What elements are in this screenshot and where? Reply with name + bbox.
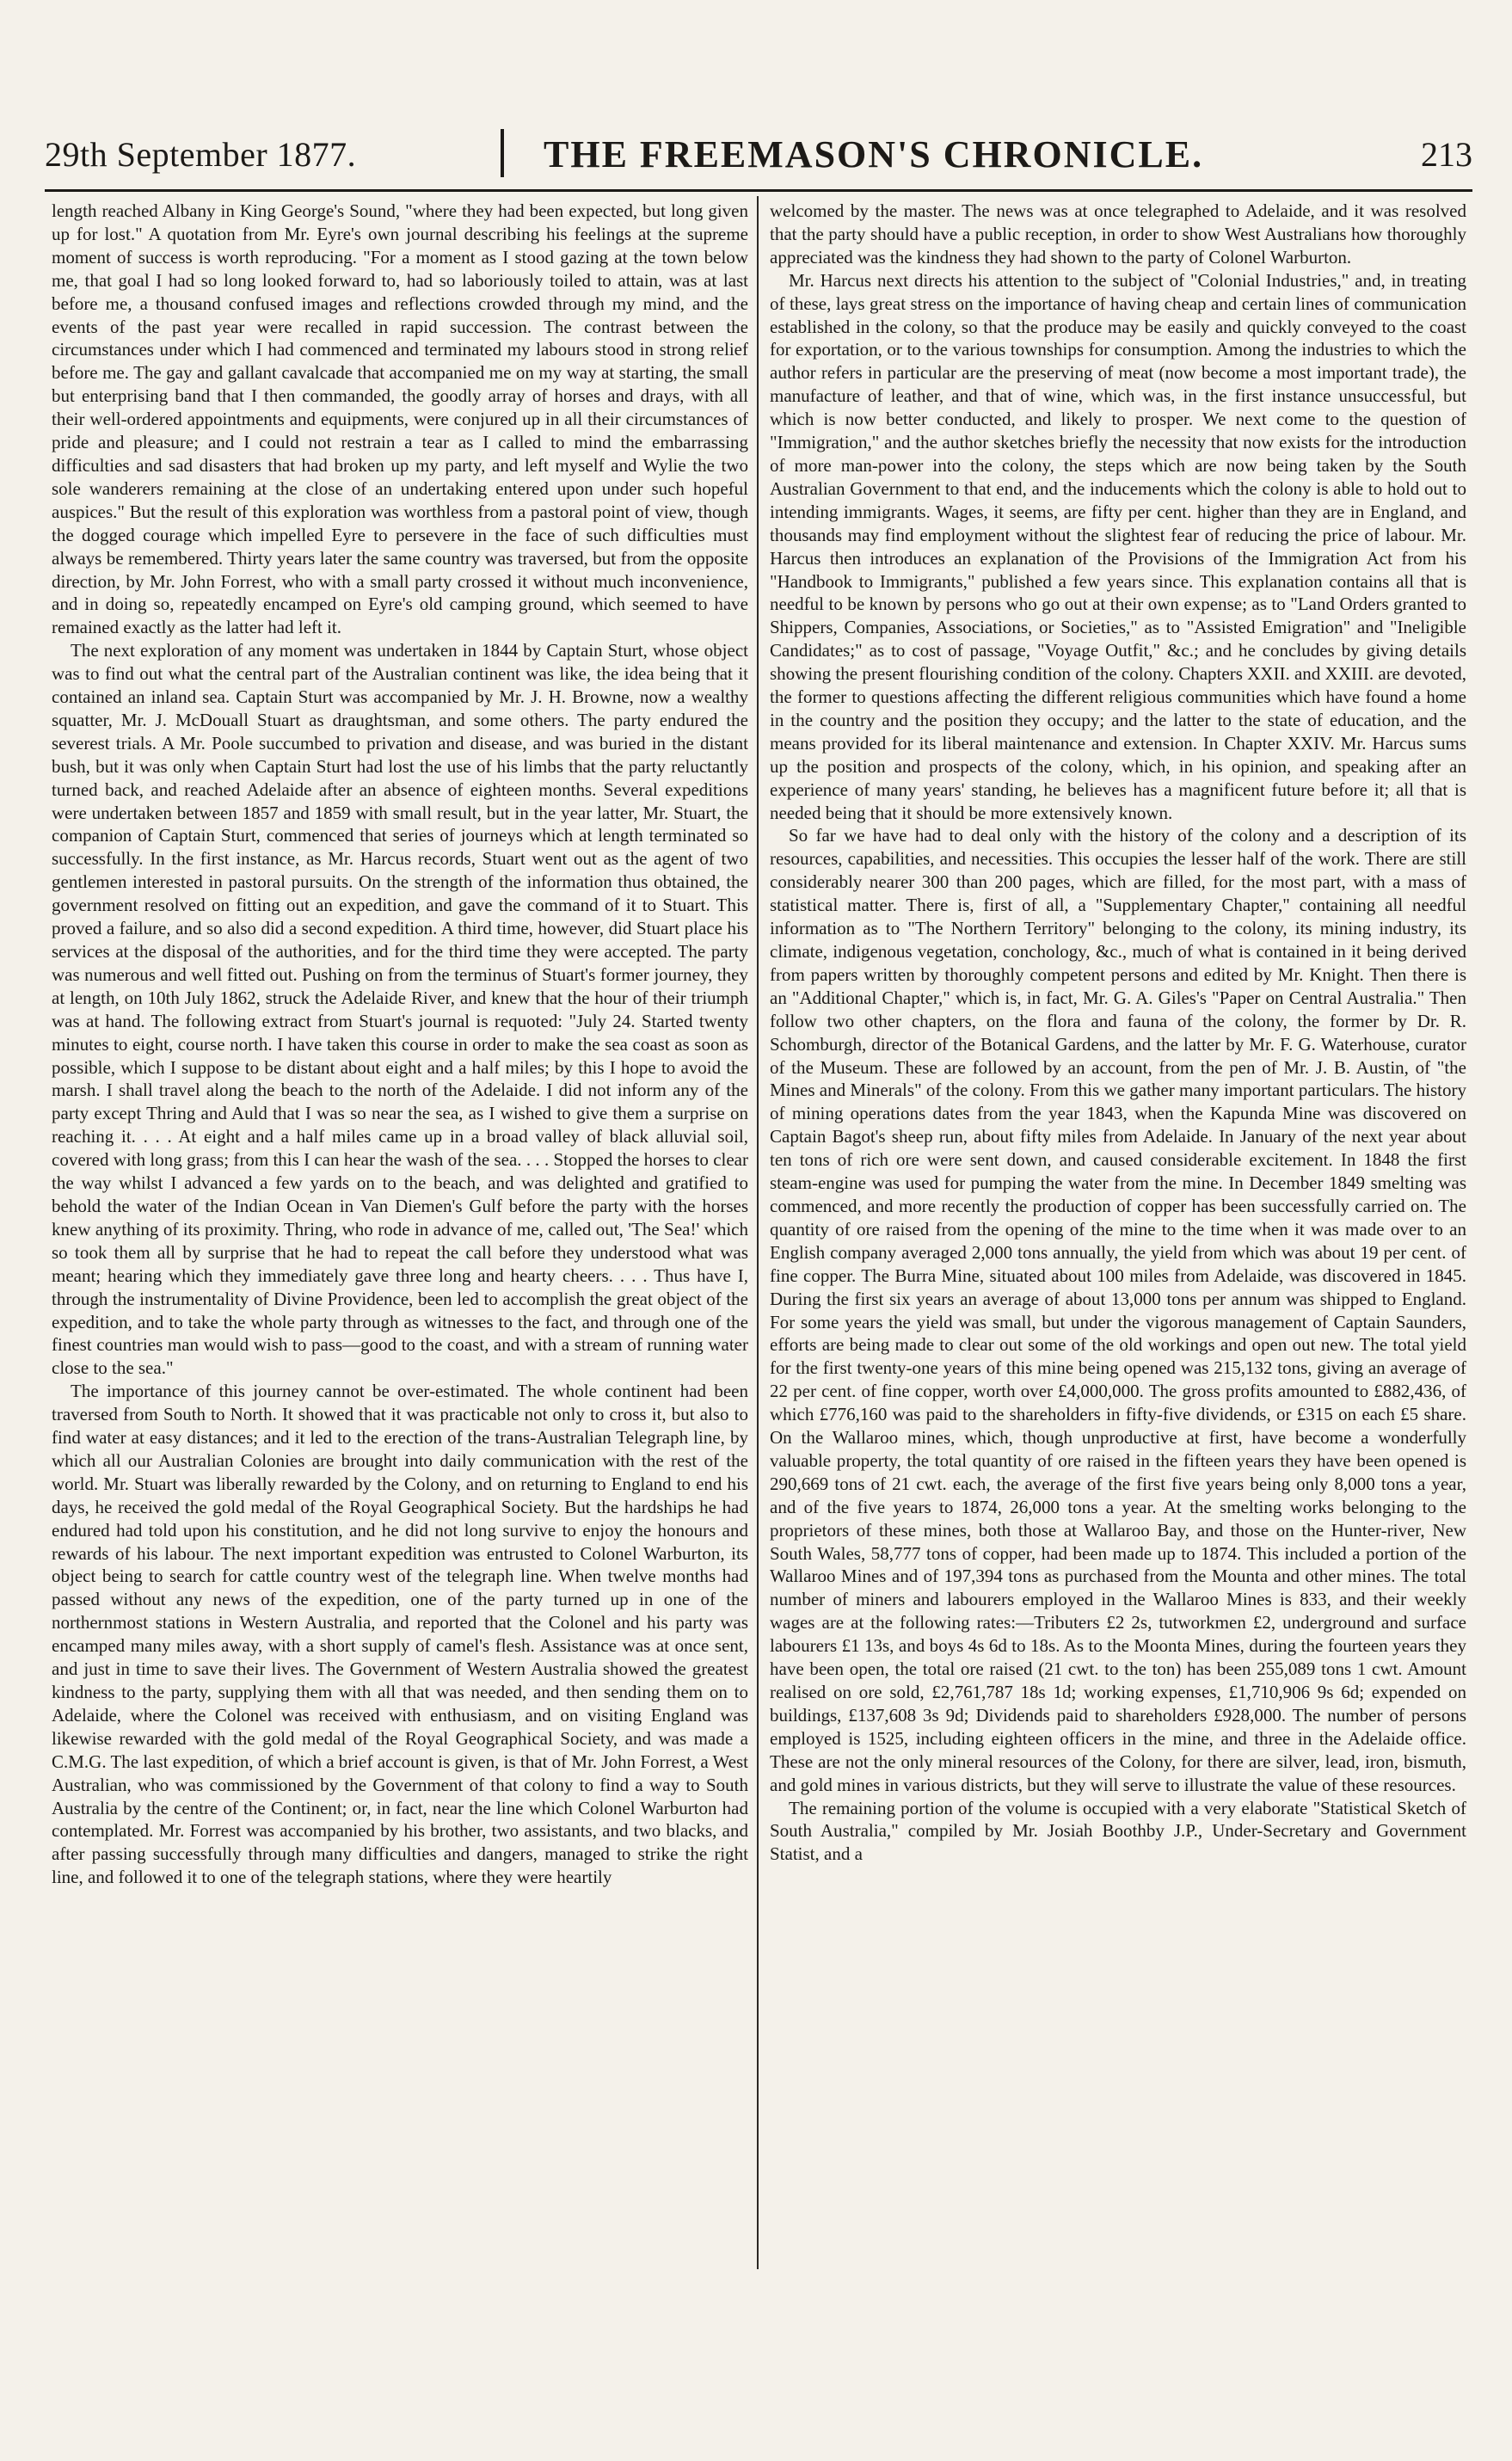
article-paragraph: length reached Albany in King George's Sound, "where they had been expected, but long given up for lost." A quotation from Mr. Eyre's own journal describing his feelings at the supreme moment of success is worth reproducing. "For a moment as I stood gazing at the town below me, that goal I had so long looked forward to, had so laboriously toiled to attain, was at last before me, a thousand confused images and reflections crowded through my mind, and the events of the past year were recalled in rapid succession. The contrast between the circumstances under which I had commenced and terminated my labours stood in strong relief before me. The gay and gallant cavalcade that accompanied me on my way at starting, the small but enterprising band that I then commanded, the goodly array of horses and drays, with all their well-ordered appointments and equipments, were conjured up in all their circumstances of pride and pleasure; and I could not restrain a tear as I called to mind the embarrassing difficulties and sad disasters that had broken up my party, and left myself and Wylie the two sole wanderers remaining at the close of an undertaking entered upon under such hopeful auspices." But the result of this exploration was worthless from a pastoral point of view, though the dogged courage which impelled Eyre to persevere in the face of such difficulties must always be remembered. Thirty years later the same country was traversed, but from the opposite direction, by Mr. John Forrest, who with a small party crossed it without much inconvenience, and in doing so, repeatedly encamped on Eyre's old camping ground, which seemed to have remained exactly as the latter had left it.	[52, 200, 748, 638]
issue-date: 29th September 1877.	[45, 135, 357, 174]
article-paragraph: welcomed by the master. The news was at once telegraphed to Adelaide, and it was resolved that the party should have a public reception, in order to show West Australians how thoroughly appreciated was the kindness they had shown to the party of Colonel Warburton.	[770, 200, 1466, 268]
column-divider	[757, 196, 759, 2269]
article-paragraph: The remaining portion of the volume is occupied with a very elaborate "Statistical Sketch of South Australia," compiled by Mr. Josiah Boothby J.P., Under-Secretary and Government Statist, and a	[770, 1797, 1466, 1865]
left-column	[52, 200, 748, 2264]
masthead	[45, 129, 1472, 189]
article-paragraph: The next exploration of any moment was undertaken in 1844 by Captain Sturt, whose object was to find out what the central part of the Australian continent was like, the idea being that it contained an inland sea. Captain Sturt was accompanied by Mr. J. H. Browne, now a wealthy squatter, Mr. J. McDouall Stuart as draughtsman, and some others. The party endured the severest trials. A Mr. Poole succumbed to privation and disease, and was buried in the distant bush, but it was only when Captain Sturt had lost the use of his limbs that the party reluctantly turned back, and reached Adelaide after an absence of eighteen months. Several expeditions were undertaken between 1857 and 1859 with small result, but in the year latter, Mr. Stuart, the companion of Captain Sturt, commenced that series of journeys which at length terminated so successfully. In the first instance, as Mr. Harcus records, Stuart went out as the agent of two gentlemen interested in pastoral pursuits. On the strength of the information thus obtained, the government resolved on fitting out an expedition, and gave the command of it to Stuart. This proved a failure, and so also did a second expedition. A third time, however, did Stuart place his services at the disposal of the authorities, and for the third time they were accepted. The party was numerous and well fitted out. Pushing on from the terminus of Stuart's former journey, they at length, on 10th July 1862, struck the Adelaide River, and knew that the hour of their triumph was at hand. The following extract from Stuart's journal is requoted: "July 24. Started twenty minutes to eight, course north. I have taken this course in order to make the sea coast as soon as possible, which I suppose to be distant about eight and a half miles; by this I hope to avoid the marsh. I shall travel along the beach to the north of the Adelaide. I did not inform any of the party except Thring and Auld that I was so near the sea, as I wished to give them a surprise on reaching it. . . . At eight and a half miles came up in a broad valley of black alluvial soil, covered with long grass; from this I can hear the wash of the sea. . . . Stopped the horses to clear the way whilst I advanced a few yards on to the beach, and was delighted and gratified to behold the water of the Indian Ocean in Van Diemen's Gulf before the party with the horses knew anything of its proximity. Thring, who rode in advance of me, called out, 'The Sea!' which so took them all by surprise that he had to repeat the call before they understood what was meant; hearing which they immediately gave three long and hearty cheers. . . . Thus have I, through the instrumentality of Divine Providence, been led to accomplish the great object of the expedition, and to take the whole party through as witnesses to the fact, and through one of the finest countries man would wish to pass—good to the coast, and with a stream of running water close to the sea."	[52, 640, 748, 1379]
masthead-bracket	[501, 129, 504, 177]
page-number: 213	[1421, 135, 1472, 174]
article-paragraph: Mr. Harcus next directs his attention to the subject of "Colonial Industries," and, in treating of these, lays great stress on the importance of having cheap and certain lines of communication established in the colony, so that the produce may be easily and quickly conveyed to the coast for exportation, or to the various townships for consumption. Among the industries to which the author refers in particular are the preserving of meat (now become a most important trade), the manufacture of leather, and that of wine, which was, in the first instance unsuccessful, but which is now better conducted, and likely to prosper. We next come to the question of "Immigration," and the author sketches briefly the necessity that now exists for the introduction of more man-power into the colony, the steps which are now being taken by the South Australian Government to that end, and the inducements which the colony is able to hold out to intending immigrants. Wages, it seems, are fifty per cent. higher than they are in England, and thousands may find employment without the slightest fear of reducing the price of labour. Mr. Harcus then introduces an explanation of the Provisions of the Immigration Act from his "Handbook to Immigrants," published a few years since. This explanation contains all that is needful to be known by persons who go out at their own expense; as to "Land Orders granted to Shippers, Companies, Associations, or Societies," as to "Assisted Emigration" and "Ineligible Candidates;" as to cost of passage, "Voyage Outfit," &c.; and he concludes by giving details showing the present flourishing condition of the colony. Chapters XXII. and XXIII. are devoted, the former to questions affecting the different religious communities which have found a home in the country and the position they occupy; and the latter to the state of education, and the means provided for its liberal maintenance and extension. In Chapter XXIV. Mr. Harcus sums up the position and prospects of the colony, which, in his opinion, and speaking after an experience of many years' standing, he believes has a magnificent future before it; all that is needed being that it should be more extensively known.	[770, 269, 1466, 823]
right-column	[770, 200, 1466, 2264]
header-rule	[45, 189, 1472, 192]
article-paragraph: The importance of this journey cannot be over-estimated. The whole continent had been traversed from South to North. It showed that it was practicable not only to cross it, but also to find water at easy distances; and it led to the erection of the trans-Australian Telegraph line, by which all our Australian Colonies are brought into daily communication with the rest of the world. Mr. Stuart was liberally rewarded by the Colony, and on returning to England to end his days, he received the gold medal of the Royal Geographical Society. But the hardships he had endured had told upon his constitution, and he did not long survive to enjoy the honours and rewards of his labour. The next important expedition was entrusted to Colonel Warburton, its object being to search for cattle country west of the telegraph line. When twelve months had passed without any news of the expedition, one of the party turned up in one of the northernmost stations in Western Australia, and reported that the Colonel and his party was encamped many miles away, with a short supply of camel's flesh. Assistance was at once sent, and just in time to save their lives. The Government of Western Australia showed the greatest kindness to the party, supplying them with all that was needed, and then sending them on to Adelaide, where the Colonel was received with enthusiasm, and on visiting England was likewise rewarded with the gold medal of the Royal Geographical Society, and was made a C.M.G. The last expedition, of which a brief account is given, is that of Mr. John Forrest, a West Australian, who was commissioned by the Government of that colony to find a way to South Australia by the centre of the Continent; or, in fact, near the line which Colonel Warburton had contemplated. Mr. Forrest was accompanied by his brother, two assistants, and two blacks, and after passing successfully through many difficulties and dangers, managed to strike the right line, and followed it to one of the telegraph stations, where they were heartily	[52, 1381, 748, 1888]
article-paragraph: So far we have had to deal only with the history of the colony and a description of its resources, capabilities, and necessities. This occupies the lesser half of the work. There are still considerably nearer 300 than 200 pages, which are filled, for the most part, with a mass of statistical matter. There is, first of all, a "Supplementary Chapter," containing all needful information as to "The Northern Territory" belonging to the colony, its mining industry, its climate, indigenous vegetation, conchology, &c., much of what is contained in it being derived from papers written by thoroughly competent persons and edited by Mr. Knight. Then there is an "Additional Chapter," which is, in fact, Mr. G. A. Giles's "Paper on Central Australia." Then follow two other chapters, on the flora and fauna of the colony, the former by Dr. R. Schomburgh, director of the Botanical Gardens, and the latter by Mr. F. G. Waterhouse, curator of the Museum. These are followed by an account, from the pen of Mr. J. B. Austin, of "the Mines and Minerals" of the colony. From this we gather many important particulars. The history of mining operations dates from the year 1843, when the Kapunda Mine was discovered on Captain Bagot's sheep run, about fifty miles from Adelaide. In January of the next year about ten tons of rich ore were sent down, and caused considerable excitement. In 1848 the first steam-engine was used for pumping the water from the mine. In December 1849 smelting was commenced, and more recently the production of copper has been successfully carried on. The quantity of ore raised from the opening of the mine to the time when it was made over to an English company averaged 2,000 tons annually, the yield from which was about 19 per cent. of fine copper. The Burra Mine, situated about 100 miles from Adelaide, was discovered in 1845. During the first six years an average of about 13,000 tons per annum was shipped to England. For some years the yield was small, but under the vigorous management of Captain Saunders, efforts are being made to clear out some of the old workings and open out new. The total yield for the first twenty-one years of this mine being opened was 215,132 tons, giving an average of 22 per cent. of fine copper, worth over £4,000,000. The gross profits amounted to £882,436, of which £776,160 was paid to the shareholders in fifty-five dividends, or £315 on each £5 share. On the Wallaroo mines, which, though unproductive at first, have become a wonderfully valuable property, the total quantity of ore raised in the fifteen years they have been opened is 290,669 tons of 21 cwt. each, the average of the first five years being only 8,000 tons a year, and of the five years to 1874, 26,000 tons a year. At the smelting works belonging to the proprietors of these mines, both those at Wallaroo Bay, and those on the Hunter-river, New South Wales, 58,777 tons of copper, had been made up to 1874. This included a portion of the Wallaroo Mines and of 197,394 tons as purchased from the Mounta and other mines. The total number of miners and labourers employed in the Wallaroo Mines is 833, and their weekly wages are at the following rates:—Tributers £2 2s, tutworkmen £2, underground and surface labourers £1 13s, and boys 4s 6d to 18s. As to the Moonta Mines, during the fourteen years they have been open, the total ore raised (21 cwt. to the ton) has been 255,089 tons 1 cwt. Amount realised on ore sold, £2,761,787 18s 1d; working expenses, £1,710,906 9s 6d; expended on buildings, £137,608 3s 9d; Dividends paid to shareholders £928,000. The number of persons employed is 1525, including eighteen officers in the mine, and three in the Adelaide office. These are not the only mineral resources of the Colony, for there are silver, lead, iron, bismuth, and gold mines in various districts, but they will serve to illustrate the value of these resources.	[770, 825, 1466, 1795]
publication-title: THE FREEMASON'S CHRONICLE.	[544, 133, 1204, 175]
